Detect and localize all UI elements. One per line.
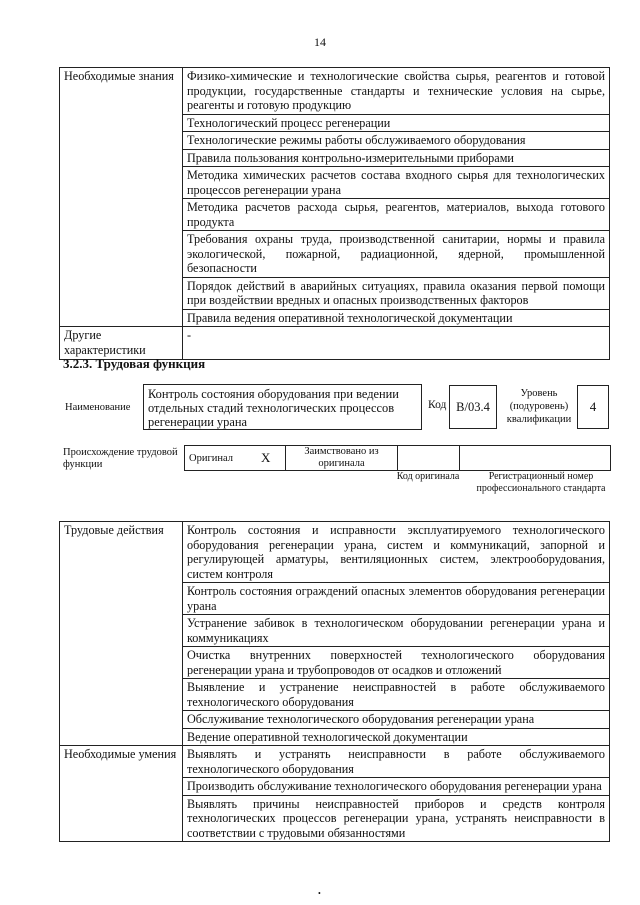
knowledge-item: Физико-химические и технологические свойства сырья, реагентов и готовой продукции, государственные стандарты и технические условия на сырье, реагенты и готовую продукцию bbox=[183, 68, 610, 115]
skill-item: Выявлять причины неисправностей приборов и средств контроля технологических процессов регенерации урана, устранять неисправности в соответствии с трудовыми обязанностями bbox=[183, 795, 610, 842]
origin-mark: X bbox=[247, 446, 286, 471]
page-number: 14 bbox=[314, 35, 326, 49]
origin-reg-cell bbox=[460, 446, 611, 471]
actions-label: Трудовые действия bbox=[60, 522, 183, 746]
footer-mark: • bbox=[318, 889, 321, 898]
skill-item: Выявлять и устранять неисправности в работе обслуживаемого технологического оборудования bbox=[183, 746, 610, 778]
action-item: Выявление и устранение неисправностей в работе обслуживаемого технологического оборудования bbox=[183, 679, 610, 711]
knowledge-table bbox=[59, 67, 610, 360]
origin-borrowed: Заимствовано из оригинала bbox=[286, 446, 398, 471]
action-item: Контроль состояния и исправности эксплуатируемого технологического оборудования регенерации урана, систем и коммуникаций, запорной и регулирующей арматуры, вентиляционных систем, электрооборудования, систем контроля bbox=[183, 522, 610, 583]
code-value: В/03.4 bbox=[449, 385, 497, 429]
knowledge-item: Требования охраны труда, производственной санитарии, нормы и правила экологической, пожарной, радиационной, ядерной, промышленной безопасности bbox=[183, 231, 610, 278]
code-label: Код bbox=[428, 399, 447, 411]
knowledge-item: Технологические режимы работы обслуживаемого оборудования bbox=[183, 132, 610, 150]
other-characteristics-label: Другие характеристики bbox=[60, 327, 183, 360]
level-label: Уровень (подуровень) квалификации bbox=[506, 388, 572, 425]
actions-table bbox=[59, 521, 610, 842]
skills-label: Необходимые умения bbox=[60, 746, 183, 842]
knowledge-item: Правила пользования контрольно-измерительными приборами bbox=[183, 149, 610, 167]
origin-code-cell bbox=[398, 446, 460, 471]
knowledge-item: Правила ведения оперативной технологической документации bbox=[183, 309, 610, 327]
knowledge-item: Методика расчетов расхода сырья, реагентов, материалов, выхода готового продукта bbox=[183, 199, 610, 231]
origin-label: Происхождение трудовой функции bbox=[63, 447, 178, 470]
caption-code-original: Код оригинала bbox=[396, 471, 460, 482]
action-item: Контроль состояния ограждений опасных элементов оборудования регенерации урана bbox=[183, 583, 610, 615]
origin-original: Оригинал bbox=[185, 446, 247, 471]
origin-table bbox=[184, 445, 611, 471]
knowledge-label: Необходимые знания bbox=[60, 68, 183, 327]
function-name: Контроль состояния оборудования при ведении отдельных стадий технологических процессов регенерации урана bbox=[143, 384, 422, 430]
knowledge-item: Методика химических расчетов состава входного сырья для технологических процессов регенерации урана bbox=[183, 167, 610, 199]
knowledge-item: Технологический процесс регенерации bbox=[183, 114, 610, 132]
other-characteristics-value: - bbox=[183, 327, 610, 360]
skill-item: Производить обслуживание технологического оборудования регенерации урана bbox=[183, 778, 610, 796]
caption-registration-number: Регистрационный номер профессионального стандарта bbox=[476, 471, 606, 494]
action-item: Ведение оперативной технологической документации bbox=[183, 728, 610, 746]
level-value: 4 bbox=[577, 385, 609, 429]
name-label: Наименование bbox=[65, 402, 131, 413]
action-item: Очистка внутренних поверхностей технологического оборудования регенерации урана и трубопроводов от осадков и отложений bbox=[183, 647, 610, 679]
knowledge-item: Порядок действий в аварийных ситуациях, правила оказания первой помощи при воздействии вредных и опасных производственных факторов bbox=[183, 277, 610, 309]
action-item: Устранение забивок в технологическом оборудовании регенерации урана и коммуникациях bbox=[183, 615, 610, 647]
action-item: Обслуживание технологического оборудования регенерации урана bbox=[183, 711, 610, 729]
section-heading: 3.2.3. Трудовая функция bbox=[63, 356, 206, 371]
